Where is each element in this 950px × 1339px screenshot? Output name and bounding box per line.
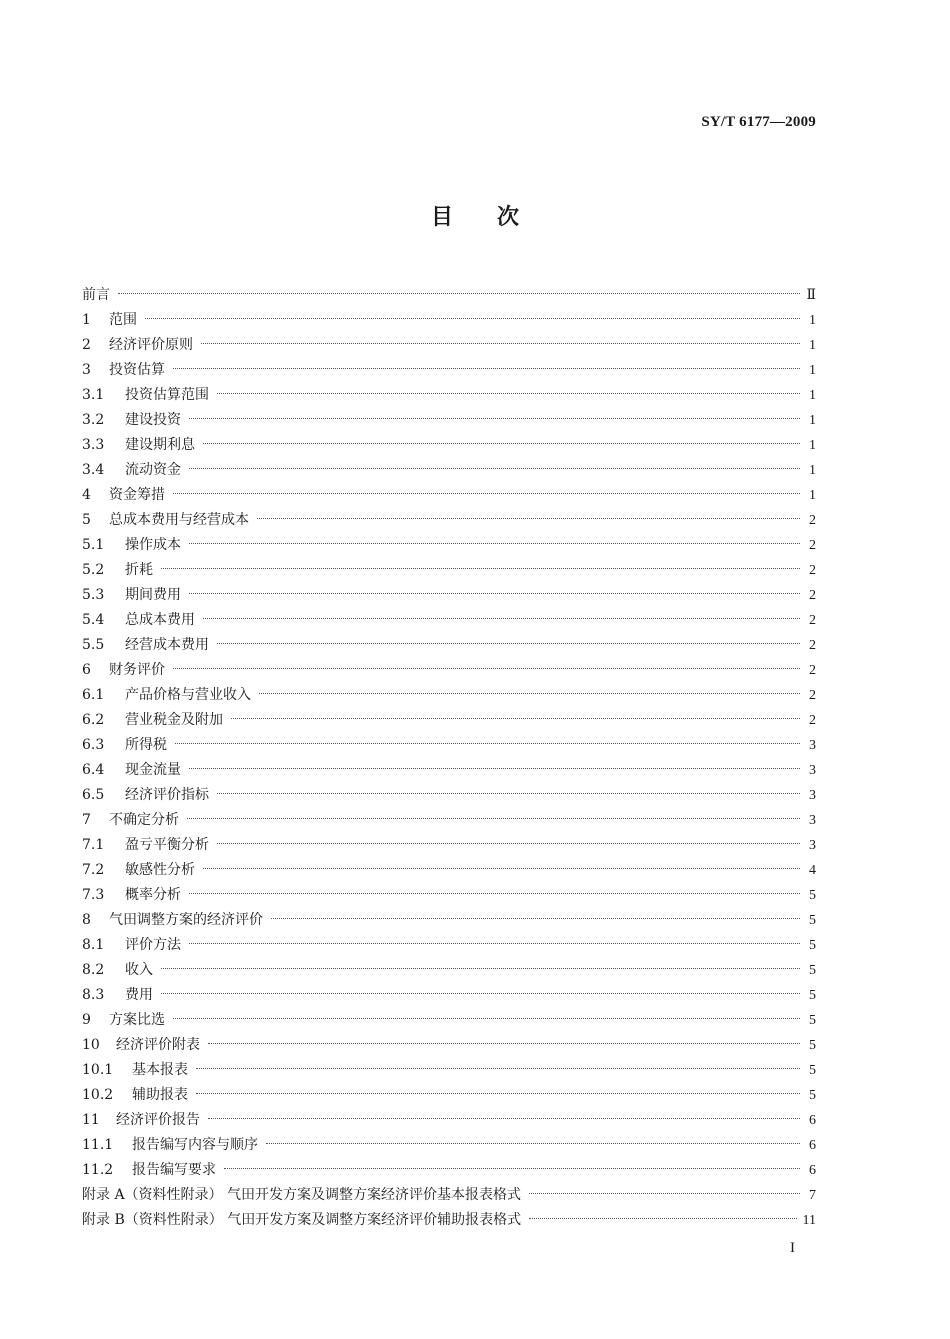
toc-entry[interactable]	[82, 1058, 816, 1083]
toc-entry-label: 经济评价原则	[109, 337, 193, 353]
toc-entry-number: 9	[82, 1012, 91, 1028]
toc-entry-page: 5	[809, 988, 816, 1003]
toc-entry-label: 概率分析	[125, 887, 181, 903]
toc-leader-dots	[529, 1218, 796, 1219]
toc-entry-page: 1	[809, 313, 816, 328]
toc-entry[interactable]	[82, 1083, 816, 1108]
toc-entry[interactable]	[82, 683, 816, 708]
toc-entry-label: 经济评价附表	[116, 1037, 200, 1053]
toc-entry-label: 范围	[109, 312, 137, 328]
toc-entry-label: 总成本费用与经营成本	[109, 512, 249, 528]
toc-entry-page: 3	[809, 788, 816, 803]
toc-entry-number: 8	[82, 912, 91, 928]
toc-entry[interactable]	[82, 908, 816, 933]
title-char-1: 目	[430, 205, 453, 230]
toc-entry[interactable]	[82, 383, 816, 408]
toc-entry-page: 11	[802, 1213, 816, 1228]
toc-leader-dots	[161, 968, 800, 969]
toc-entry-label: 基本报表	[132, 1062, 188, 1078]
toc-leader-dots	[189, 468, 800, 469]
toc-leader-dots	[203, 618, 800, 619]
toc-entry-page: 3	[809, 738, 816, 753]
toc-entry-label: 投资估算	[109, 362, 165, 378]
toc-entry[interactable]	[82, 433, 816, 458]
toc-entry-page: 5	[809, 963, 816, 978]
toc-entry-number: 3.3	[82, 437, 105, 453]
toc-entry-number: 5.3	[82, 587, 105, 603]
toc-leader-dots	[529, 1193, 800, 1194]
toc-entry[interactable]	[82, 758, 816, 783]
toc-leader-dots	[145, 318, 800, 319]
toc-entry-label: 期间费用	[125, 587, 181, 603]
title-char-2: 次	[497, 205, 520, 230]
toc-leader-dots	[231, 718, 800, 719]
toc-entry-number: 6	[82, 662, 91, 678]
toc-entry-label: 盈亏平衡分析	[125, 837, 209, 853]
toc-entry[interactable]	[82, 1183, 816, 1208]
toc-entry-page: 2	[809, 713, 816, 728]
toc-entry-page: 5	[809, 913, 816, 928]
toc-entry-page: 2	[809, 538, 816, 553]
toc-entry[interactable]	[82, 858, 816, 883]
toc-entry[interactable]	[82, 733, 816, 758]
toc-entry[interactable]	[82, 1108, 816, 1133]
toc-entry-page: 1	[809, 488, 816, 503]
toc-leader-dots	[201, 343, 800, 344]
toc-entry[interactable]	[82, 633, 816, 658]
toc-entry-number: 11.1	[82, 1137, 114, 1153]
toc-leader-dots	[189, 768, 800, 769]
toc-entry[interactable]	[82, 533, 816, 558]
toc-entry-label: 报告编写内容与顺序	[132, 1137, 258, 1153]
toc-entry-page: 4	[809, 863, 816, 878]
toc-leader-dots	[189, 893, 800, 894]
toc-entry[interactable]	[82, 333, 816, 358]
toc-entry[interactable]	[82, 1033, 816, 1058]
toc-entry[interactable]	[82, 658, 816, 683]
toc-leader-dots	[224, 1168, 800, 1169]
toc-entry[interactable]	[82, 358, 816, 383]
standard-code: SY/T 6177—2009	[701, 114, 816, 130]
toc-entry[interactable]	[82, 958, 816, 983]
toc-entry-page: 6	[809, 1113, 816, 1128]
toc-entry-label: 不确定分析	[109, 812, 179, 828]
toc-entry-page: 5	[809, 1063, 816, 1078]
toc-leader-dots	[175, 743, 800, 744]
toc-leader-dots	[257, 518, 800, 519]
toc-entry-page: 2	[809, 563, 816, 578]
toc-entry-number: 3.2	[82, 412, 105, 428]
toc-entry-number: 2	[82, 337, 91, 353]
toc-entry-number: 10	[82, 1037, 100, 1053]
toc-leader-dots	[173, 368, 800, 369]
toc-leader-dots	[208, 1118, 800, 1119]
toc-entry-number: 4	[82, 487, 91, 503]
toc-entry-number: 6.2	[82, 712, 105, 728]
toc-leader-dots	[259, 693, 800, 694]
toc-entry-page: 3	[809, 813, 816, 828]
toc-entry-label: 辅助报表	[132, 1087, 188, 1103]
toc-entry-label: 敏感性分析	[125, 862, 195, 878]
toc-entry-label: 附录 B（资料性附录） 气田开发方案及调整方案经济评价辅助报表格式	[82, 1212, 522, 1228]
toc-entry-label: 气田调整方案的经济评价	[109, 912, 263, 928]
toc-entry[interactable]	[82, 483, 816, 508]
toc-entry-page: Ⅱ	[806, 288, 816, 303]
toc-entry-number: 3.4	[82, 462, 105, 478]
toc-entry-label: 建设投资	[125, 412, 181, 428]
toc-entry-label: 经营成本费用	[125, 637, 209, 653]
toc-entry-number: 5.5	[82, 637, 105, 653]
toc-leader-dots	[203, 868, 800, 869]
toc-entry[interactable]	[82, 1158, 816, 1183]
toc-entry-label: 投资估算范围	[125, 387, 209, 403]
toc-entry-label: 流动资金	[125, 462, 181, 478]
toc-entry[interactable]	[82, 783, 816, 808]
toc-entry-number: 5.4	[82, 612, 105, 628]
toc-entry-number: 6.3	[82, 737, 105, 753]
toc-leader-dots	[217, 843, 800, 844]
toc-entry-number: 6.5	[82, 787, 105, 803]
toc-entry-label: 产品价格与营业收入	[125, 687, 251, 703]
toc-entry-label: 报告编写要求	[132, 1162, 216, 1178]
toc-leader-dots	[196, 1093, 800, 1094]
toc-entry-number: 6.4	[82, 762, 105, 778]
toc-entry-page: 5	[809, 1013, 816, 1028]
toc-leader-dots	[189, 943, 800, 944]
page-title	[0, 200, 950, 231]
toc-leader-dots	[266, 1143, 800, 1144]
toc-entry-page: 7	[809, 1188, 816, 1203]
toc-entry[interactable]	[82, 283, 816, 308]
toc-entry-number: 5.2	[82, 562, 105, 578]
toc-entry[interactable]	[82, 583, 816, 608]
toc-entry-number: 11.2	[82, 1162, 114, 1178]
toc-entry-page: 1	[809, 413, 816, 428]
toc-entry[interactable]	[82, 558, 816, 583]
toc-entry[interactable]	[82, 458, 816, 483]
toc-entry[interactable]	[82, 808, 816, 833]
toc-entry-label: 营业税金及附加	[125, 712, 223, 728]
toc-entry-label: 折耗	[125, 562, 153, 578]
toc-entry-label: 费用	[125, 987, 153, 1003]
toc-leader-dots	[208, 1043, 800, 1044]
toc-entry-page: 1	[809, 438, 816, 453]
toc-leader-dots	[187, 818, 800, 819]
toc-entry-page: 1	[809, 338, 816, 353]
toc-entry-page: 3	[809, 763, 816, 778]
toc-entry-number: 7	[82, 812, 91, 828]
toc-entry-number: 5	[82, 512, 91, 528]
toc-entry[interactable]	[82, 1208, 816, 1233]
toc-entry-page: 2	[809, 663, 816, 678]
toc-entry-number: 7.3	[82, 887, 105, 903]
toc-entry-label: 建设期利息	[125, 437, 195, 453]
toc-entry[interactable]	[82, 408, 816, 433]
toc-leader-dots	[203, 443, 800, 444]
toc-leader-dots	[217, 643, 800, 644]
toc-entry-number: 7.2	[82, 862, 105, 878]
toc-entry-number: 10.2	[82, 1087, 114, 1103]
toc-entry-label: 经济评价指标	[125, 787, 209, 803]
toc-entry-number: 10.1	[82, 1062, 114, 1078]
toc-entry-number: 1	[82, 312, 91, 328]
toc-leader-dots	[217, 393, 800, 394]
toc-entry-page: 2	[809, 588, 816, 603]
toc-leader-dots	[189, 593, 800, 594]
toc-entry-page: 1	[809, 388, 816, 403]
toc-entry-label: 附录 A（资料性附录） 气田开发方案及调整方案经济评价基本报表格式	[82, 1187, 522, 1203]
toc-leader-dots	[173, 668, 800, 669]
toc-entry-label: 资金筹措	[109, 487, 165, 503]
toc-entry-page: 5	[809, 1038, 816, 1053]
toc-entry-number: 3.1	[82, 387, 105, 403]
toc-entry-number: 3	[82, 362, 91, 378]
toc-entry-number: 8.3	[82, 987, 105, 1003]
toc-leader-dots	[196, 1068, 800, 1069]
toc-entry-label: 前言	[82, 287, 110, 303]
toc-entry-number: 6.1	[82, 687, 105, 703]
toc-entry-page: 2	[809, 613, 816, 628]
toc-entry[interactable]	[82, 308, 816, 333]
toc-entry-label: 评价方法	[125, 937, 181, 953]
toc-entry[interactable]	[82, 1133, 816, 1158]
table-of-contents	[82, 283, 816, 1233]
toc-entry-label: 方案比选	[109, 1012, 165, 1028]
toc-entry-page: 6	[809, 1163, 816, 1178]
toc-entry-label: 所得税	[125, 737, 167, 753]
toc-entry-label: 总成本费用	[125, 612, 195, 628]
toc-entry-page: 2	[809, 513, 816, 528]
toc-entry-label: 操作成本	[125, 537, 181, 553]
toc-entry-number: 8.2	[82, 962, 105, 978]
toc-entry[interactable]	[82, 933, 816, 958]
toc-leader-dots	[271, 918, 800, 919]
toc-leader-dots	[189, 543, 800, 544]
toc-leader-dots	[217, 793, 800, 794]
toc-entry-page: 3	[809, 838, 816, 853]
toc-entry-page: 6	[809, 1138, 816, 1153]
toc-entry-page: 5	[809, 1088, 816, 1103]
toc-entry[interactable]	[82, 708, 816, 733]
toc-entry-number: 5.1	[82, 537, 105, 553]
toc-entry-page: 5	[809, 938, 816, 953]
toc-leader-dots	[173, 1018, 800, 1019]
toc-entry-label: 收入	[125, 962, 153, 978]
toc-entry-label: 现金流量	[125, 762, 181, 778]
toc-entry-number: 7.1	[82, 837, 105, 853]
toc-leader-dots	[189, 418, 800, 419]
toc-leader-dots	[161, 993, 800, 994]
toc-entry-label: 财务评价	[109, 662, 165, 678]
toc-entry[interactable]	[82, 508, 816, 533]
toc-entry-page: 1	[809, 463, 816, 478]
toc-leader-dots	[118, 293, 800, 294]
toc-entry[interactable]	[82, 883, 816, 908]
toc-entry[interactable]	[82, 833, 816, 858]
toc-entry-number: 11	[82, 1112, 100, 1128]
toc-leader-dots	[161, 568, 800, 569]
toc-entry-page: 2	[809, 688, 816, 703]
toc-entry[interactable]	[82, 608, 816, 633]
toc-entry-page: 2	[809, 638, 816, 653]
toc-entry-label: 经济评价报告	[116, 1112, 200, 1128]
toc-entry[interactable]	[82, 983, 816, 1008]
page-number: I	[790, 1240, 795, 1256]
toc-entry-page: 1	[809, 363, 816, 378]
toc-entry-number: 8.1	[82, 937, 105, 953]
toc-entry-page: 5	[809, 888, 816, 903]
toc-leader-dots	[173, 493, 800, 494]
toc-entry[interactable]	[82, 1008, 816, 1033]
